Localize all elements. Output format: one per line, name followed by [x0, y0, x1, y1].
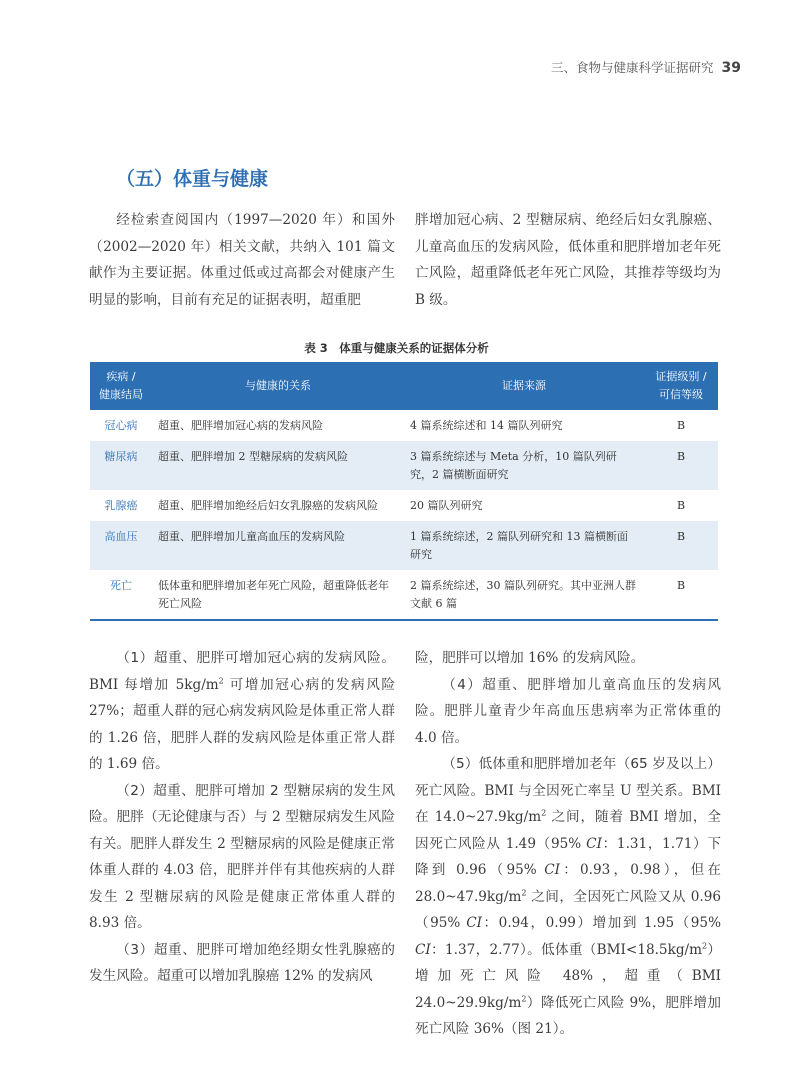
relation-cell: 超重、肥胖增加儿童高血压的发病风险: [152, 521, 404, 570]
disease-cell: 死亡: [110, 579, 132, 592]
body-left-column: [89, 645, 395, 990]
evidence-table: [90, 362, 718, 621]
paragraph-heading: （4）超重、肥胖增加儿童高血压的发病风险。: [415, 676, 721, 719]
intro-left-column: [89, 207, 395, 313]
intro-paragraph: 经检索查阅国内（1997—2020 年）和国外（2002—2020 年）相关文献，共纳入 101 篇文献作为主要证据。体重过低或过高都会对健康产生明显的影响，目前有充足的证据表明，超重肥: [89, 212, 395, 308]
paragraph-mortality: （5）低体重和肥胖增加老年（65 岁及以上）死亡风险。BMI 与全因死亡率呈 U 型关系。BMI 在 $14.0\sim 27.9kg/m^2$ 之间，随着 BMI 增加，全因死亡风险从 1.49（95% CI：1.31，1.71）下降到 0.96（95% CI：0.93，0.98），但在 $28.0\sim 47.9kg/m^2$ 之间，全因死亡风险又从 0.96（95% CI：0.94，0.99）增加到 1.95（95% CI：1.37，2.77）。低体重$(BMI<18.5kg/m^2)$增加死亡风险 48%，超重（BMI $24.0\sim 29.9kg/m^2$）降低死亡风险 9%，肥胖增加死亡风险 36%（图 21）。: [415, 756, 722, 1037]
table-row: [90, 521, 718, 570]
relation-cell: 超重、肥胖增加 2 型糖尿病的发病风险: [152, 441, 404, 490]
level-cell: B: [676, 499, 686, 512]
paragraph-heading: （3）超重、肥胖可增加绝经期女性乳腺癌的发生风险。: [89, 941, 395, 984]
relation-cell: 超重、肥胖增加绝经后妇女乳腺癌的发病风险: [158, 499, 378, 512]
disease-cell: 乳腺癌: [104, 499, 138, 512]
disease-cell: 糖尿病: [90, 441, 152, 490]
paragraph-heading: （2）超重、肥胖可增加 2 型糖尿病的发生风险。: [89, 782, 395, 825]
paragraph-breast-cancer: （3）超重、肥胖可增加绝经期女性乳腺癌的发生风险。超重可以增加乳腺癌 12% 的发病风: [89, 941, 395, 984]
running-title: 三、食物与健康科学证据研究: [551, 60, 714, 75]
header-level: 证据级别 / 可信等级: [644, 362, 718, 410]
source-cell: 3 篇系统综述与 Meta 分析，10 篇队列研究，2 篇横断面研究: [404, 441, 644, 490]
header-relation: 与健康的关系: [152, 362, 404, 410]
disease-cell: 冠心病: [104, 419, 138, 432]
intro-paragraph-continued: 胖增加冠心病、2 型糖尿病、绝经后妇女乳腺癌、儿童高血压的发病风险，低体重和肥胖增加老年死亡风险，超重降低老年死亡风险，其推荐等级均为 B 级。: [415, 212, 721, 308]
page-number: 39: [721, 60, 741, 76]
paragraph-diabetes: （2）超重、肥胖可增加 2 型糖尿病的发生风险。肥胖（无论健康与否）与 2 型糖尿病发生风险有关。肥胖人群发生 2 型糖尿病的风险是健康正常体重人群的 4.03 倍，肥胖并伴有其他疾病的人群发生 2 型糖尿病的风险是健康正常体重人群的 8.93 倍。: [89, 782, 395, 931]
table-row: [90, 410, 718, 441]
running-header: [551, 58, 741, 76]
source-cell: 1 篇系统综述，2 篇队列研究和 13 篇横断面研究: [404, 521, 644, 570]
level-cell: B: [644, 521, 718, 570]
header-disease: 疾病 / 健康结局: [90, 362, 152, 410]
source-cell: 20 篇队列研究: [410, 499, 483, 512]
relation-cell: 低体重和肥胖增加老年死亡风险，超重降低老年死亡风险: [158, 579, 389, 610]
level-cell: B: [676, 579, 686, 592]
source-cell: 4 篇系统综述和 14 篇队列研究: [410, 419, 563, 432]
table-caption: 表 3 体重与健康关系的证据体分析: [304, 341, 489, 355]
table-row: [90, 490, 718, 521]
intro-right-column: [415, 207, 721, 313]
disease-cell: 高血压: [90, 521, 152, 570]
paragraph-heading: （5）低体重和肥胖增加老年（65 岁及以上）死亡风险。: [415, 756, 721, 799]
body-right-column: [415, 645, 721, 1043]
level-cell: B: [676, 419, 686, 432]
level-cell: B: [644, 441, 718, 490]
paragraph-chd: （1）超重、肥胖可增加冠心病的发病风险。BMI 每增加 $5kg/m^2$ 可增加冠心病的发病风险 27%；超重人群的冠心病发病风险是体重正常人群的 1.26 倍，肥胖人群的发病风险是体重正常人群的 1.69 倍。: [89, 650, 395, 772]
table-row: [90, 441, 718, 490]
table-header-row: [90, 362, 718, 410]
header-source: 证据来源: [404, 362, 644, 410]
paragraph-hypertension: （4）超重、肥胖增加儿童高血压的发病风险。肥胖儿童青少年高血压患病率为正常体重的 4.0 倍。: [415, 676, 722, 746]
relation-cell: 超重、肥胖增加冠心病的发病风险: [158, 419, 323, 432]
source-cell: 2 篇系统综述，30 篇队列研究。其中亚洲人群文献 6 篇: [410, 579, 636, 610]
table-row: [90, 570, 718, 620]
section-title: （五）体重与健康: [116, 168, 269, 190]
paragraph-breast-cancer-continued: 险，肥胖可以增加 16% 的发病风险。: [415, 650, 645, 666]
paragraph-heading: （1）超重、肥胖可增加冠心病的发病风险。: [116, 650, 395, 666]
